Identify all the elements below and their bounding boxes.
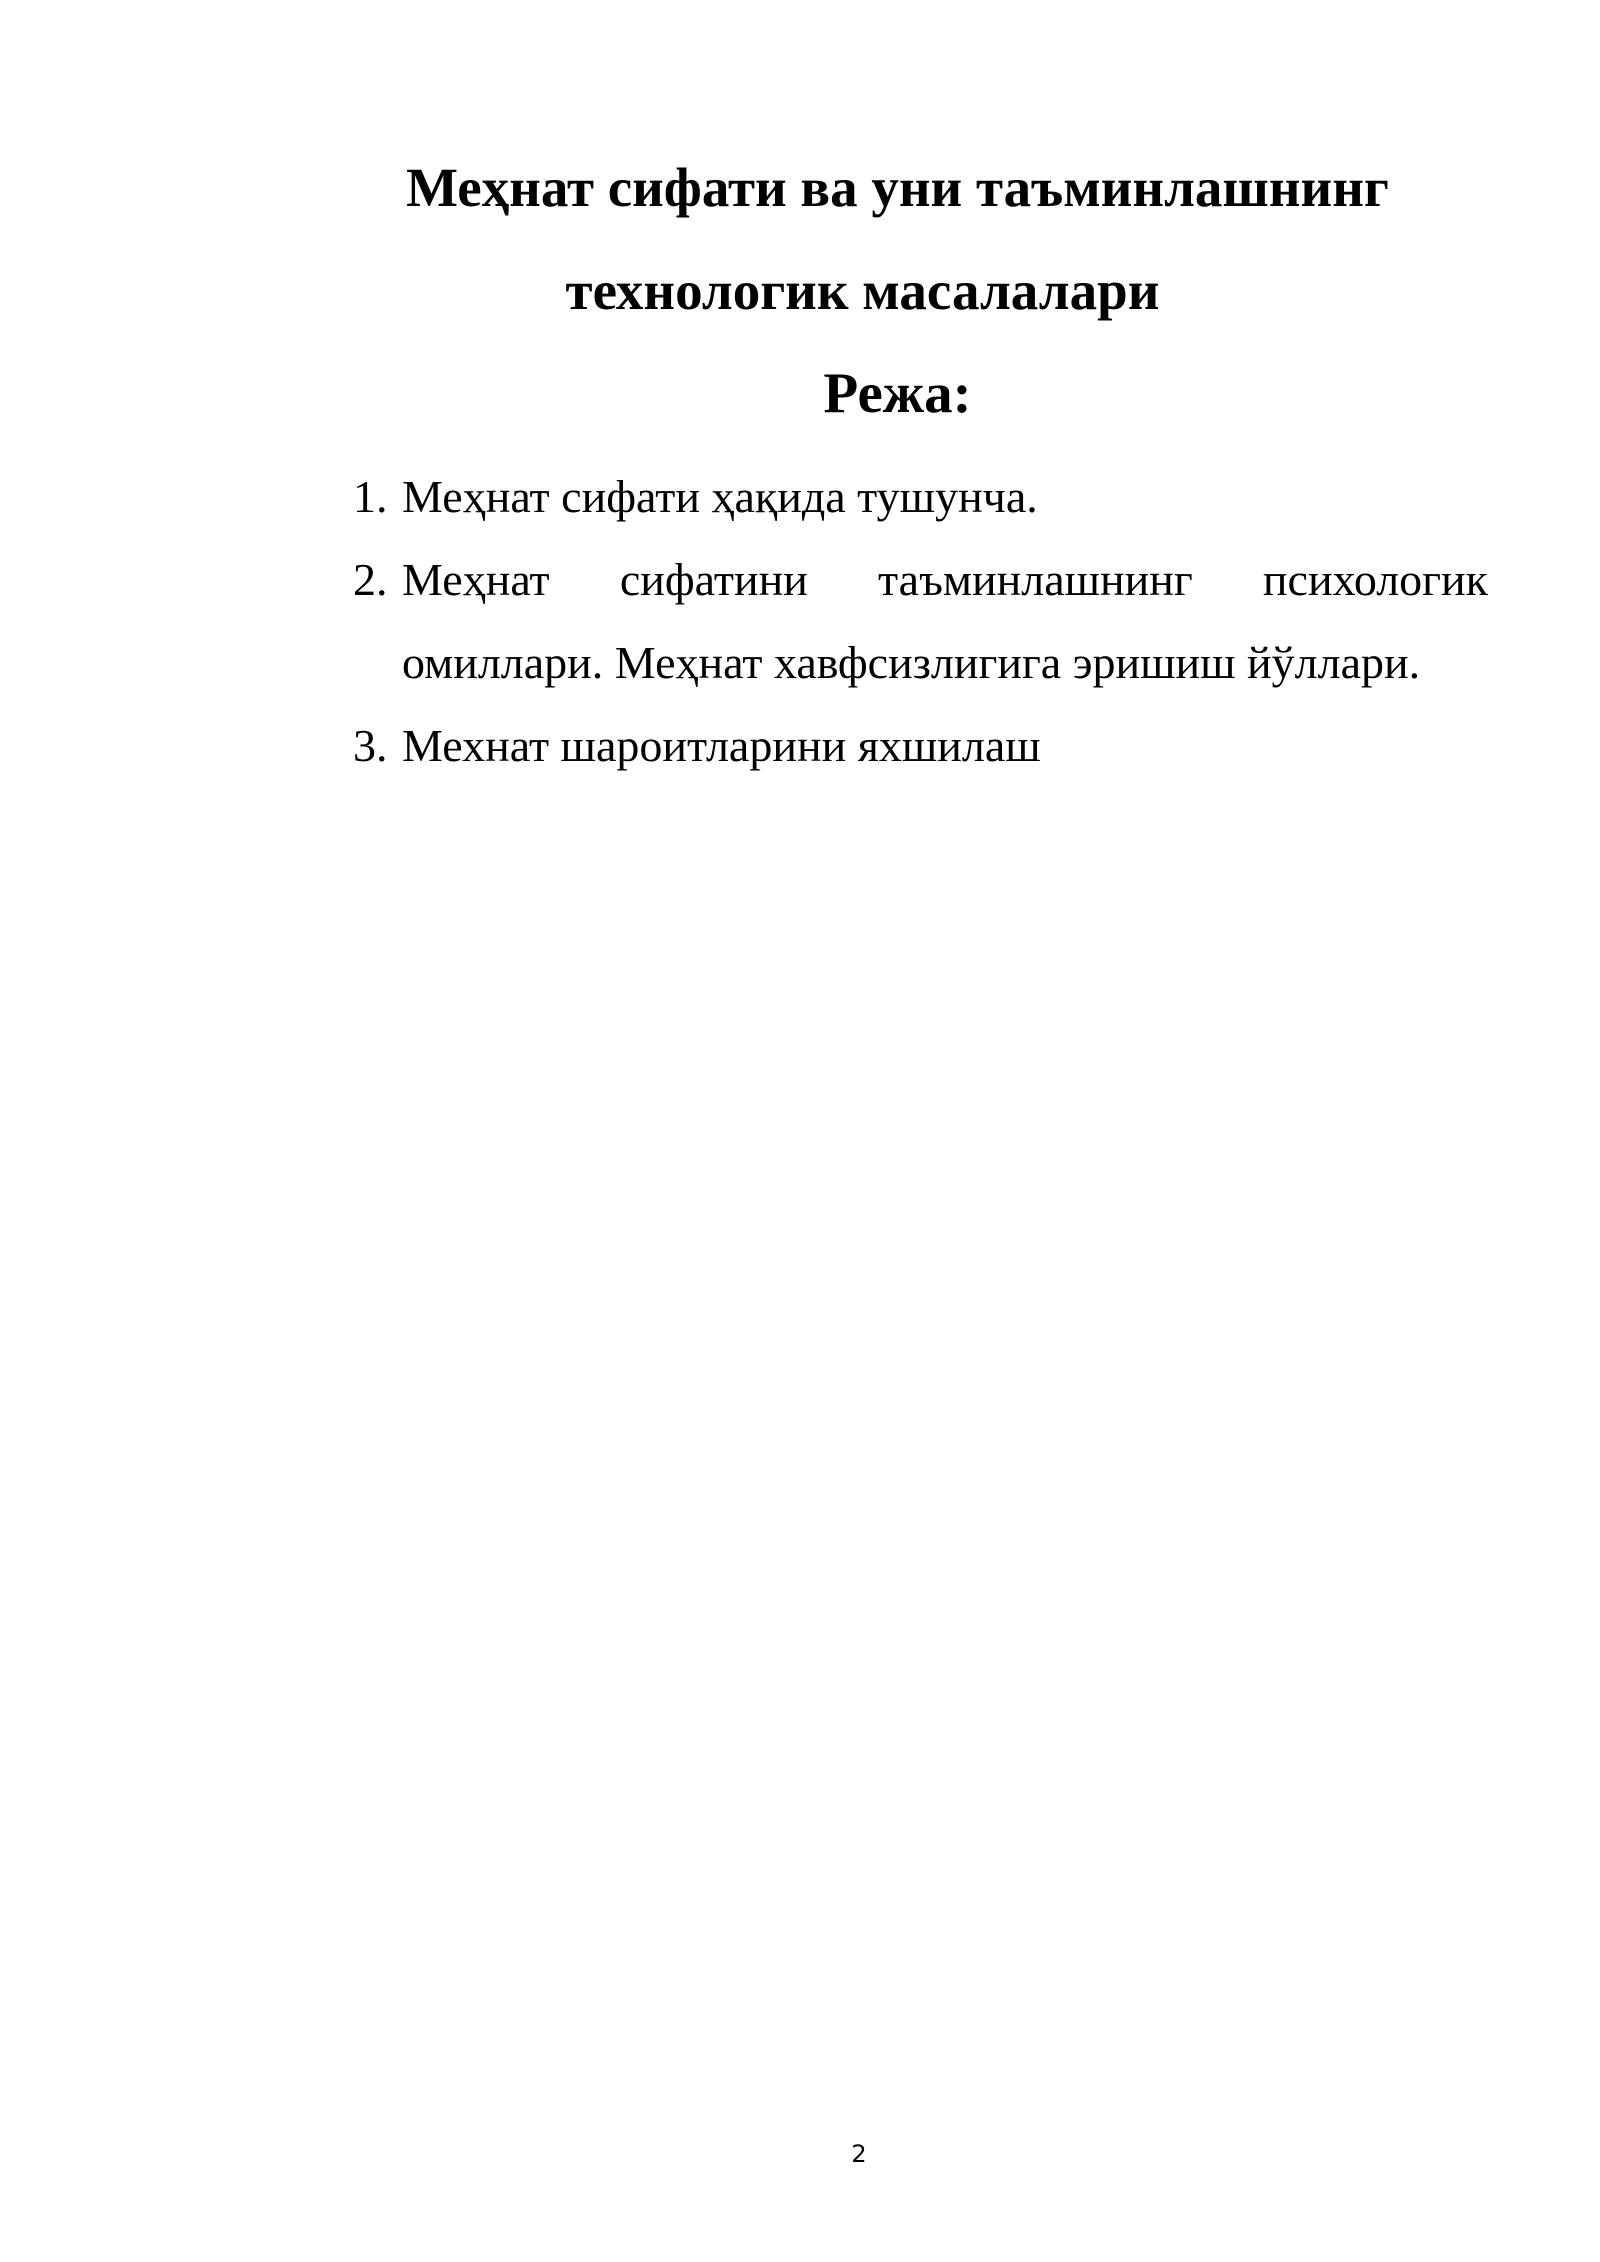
document-title-line-2: технологик масалалари <box>565 260 1160 321</box>
plan-list <box>353 455 1488 787</box>
plan-item-2 <box>353 538 1488 704</box>
document-title-line-1: Меҳнат сифати ва уни таъминлашнинг <box>406 157 1389 218</box>
plan-item-text: Меҳнат сифати ҳақида тушунча. <box>402 471 1038 522</box>
plan-item-number: 2. <box>353 554 388 605</box>
plan-item-3 <box>353 704 1488 787</box>
plan-item-1 <box>353 455 1488 538</box>
plan-item-number: 3. <box>353 720 388 771</box>
page-number: 2 <box>851 2140 867 2168</box>
plan-item-text: Меҳнат сифатини таъминлашнинг психологик омиллари. Меҳнат хавфсизлигига эришиш йўллари. <box>402 554 1488 688</box>
plan-item-number: 1. <box>353 471 388 522</box>
plan-item-text: Мехнат шароитларини яхшилаш <box>402 720 1041 771</box>
plan-heading: Режа: <box>823 362 972 425</box>
